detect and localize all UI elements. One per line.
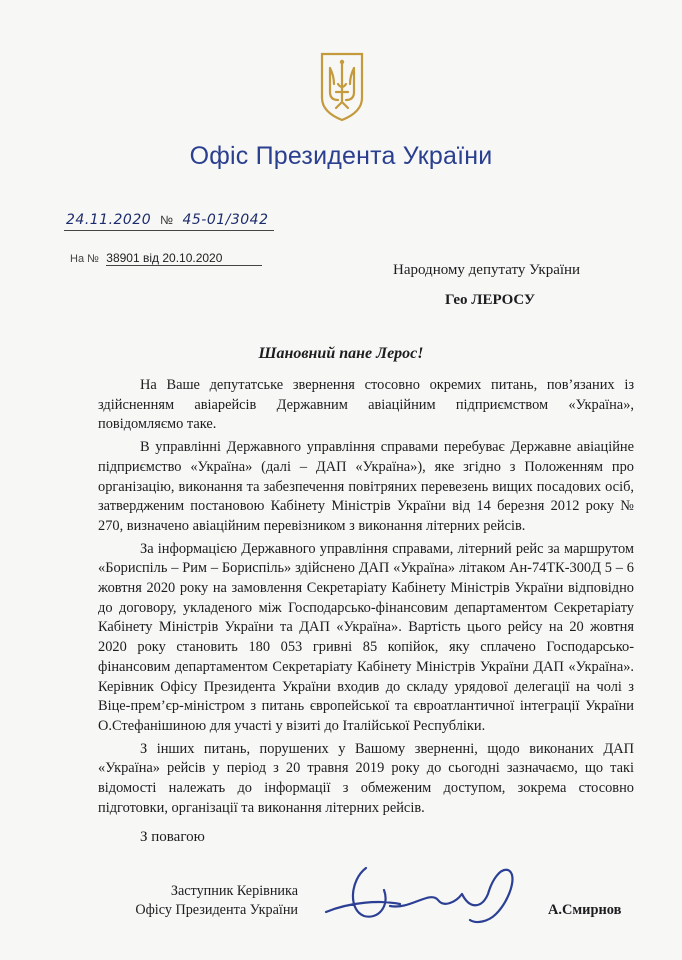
reply-reference: 38901 від 20.10.2020 bbox=[106, 251, 223, 265]
reply-reference-line bbox=[70, 251, 222, 265]
signer-title-line: Офісу Президента України bbox=[135, 902, 298, 918]
outgoing-registration bbox=[66, 212, 268, 228]
outgoing-number-label: № bbox=[160, 213, 174, 227]
signer-name: А.Смирнов bbox=[548, 902, 622, 918]
recipient-role: Народному депутату України bbox=[393, 262, 581, 278]
recipient-name: Гео ЛЕРОСУ bbox=[445, 292, 536, 308]
regards: З повагою bbox=[140, 829, 205, 845]
office-title: Офіс Президента України bbox=[189, 142, 493, 170]
paragraph: За інформацією Державного управління справами, літерний рейс за маршрутом «Бориспіль – Рим – Бориспіль» здійснено ДАП «Україна» літаком Ан-74ТК-300Д 5 – 6 жовтня 2020 року на замовлення Секретаріату Кабінету Міністрів України відповідно до договору, укладеного між Господарсько-фінансовим департаментом Секретаріату Кабінету Міністрів України та ДАП «Україна». Вартість цього рейсу на 20 жовтня 2020 року становить 180 053 гривні 85 копійок, яку сплачено Господарсько-фінансовим департаментом Секретаріату Кабінету Міністрів України ДАП «Україна». Керівник Офісу Президента України входив до складу урядової делегації на чолі з Віце-прем’єр-міністром з питань європейської та євроатлантичної інтеграції України О.Стефанішиною для участі у візиті до Італійської Республіки. bbox=[98, 540, 634, 734]
letter-body bbox=[98, 376, 634, 821]
reply-label: На № bbox=[70, 253, 99, 265]
signer-title-line: Заступник Керівника bbox=[170, 883, 298, 899]
salutation: Шановний пане Лерос! bbox=[258, 345, 424, 362]
outgoing-underline bbox=[64, 230, 274, 231]
reply-underline bbox=[106, 265, 262, 266]
outgoing-number: 45-01/3042 bbox=[182, 212, 269, 228]
signer-title bbox=[98, 882, 298, 920]
handwritten-signature-icon bbox=[320, 850, 540, 940]
paragraph: На Ваше депутатське звернення стосовно окремих питань, пов’язаних із здійсненням авіарейсів Державним авіаційним підприємством «Україна», повідомляємо таке. bbox=[98, 377, 634, 433]
trident-emblem-icon bbox=[318, 52, 366, 122]
outgoing-date: 24.11.2020 bbox=[66, 212, 152, 228]
paragraph: В управлінні Державного управління справами перебуває Державне авіаційне підприємство «Україна» (далі – ДАП «Україна»), яке згідно з Положенням про організацію, виконання та забезпечення повітряних перевезень вищих посадових осіб, затвердженим постановою Кабінету Міністрів України від 14 березня 2012 року № 270, визначено авіаційним перевізником з виконання літерних рейсів. bbox=[98, 439, 634, 534]
paragraph: З інших питань, порушених у Вашому зверненні, щодо виконаних ДАП «Україна» рейсів у період з 20 травня 2019 року до сьогодні зазначаємо, що такі відомості належать до інформації з обмеженим доступом, зокрема стосовно підготовки, організації та виконання літерних рейсів. bbox=[98, 740, 634, 816]
